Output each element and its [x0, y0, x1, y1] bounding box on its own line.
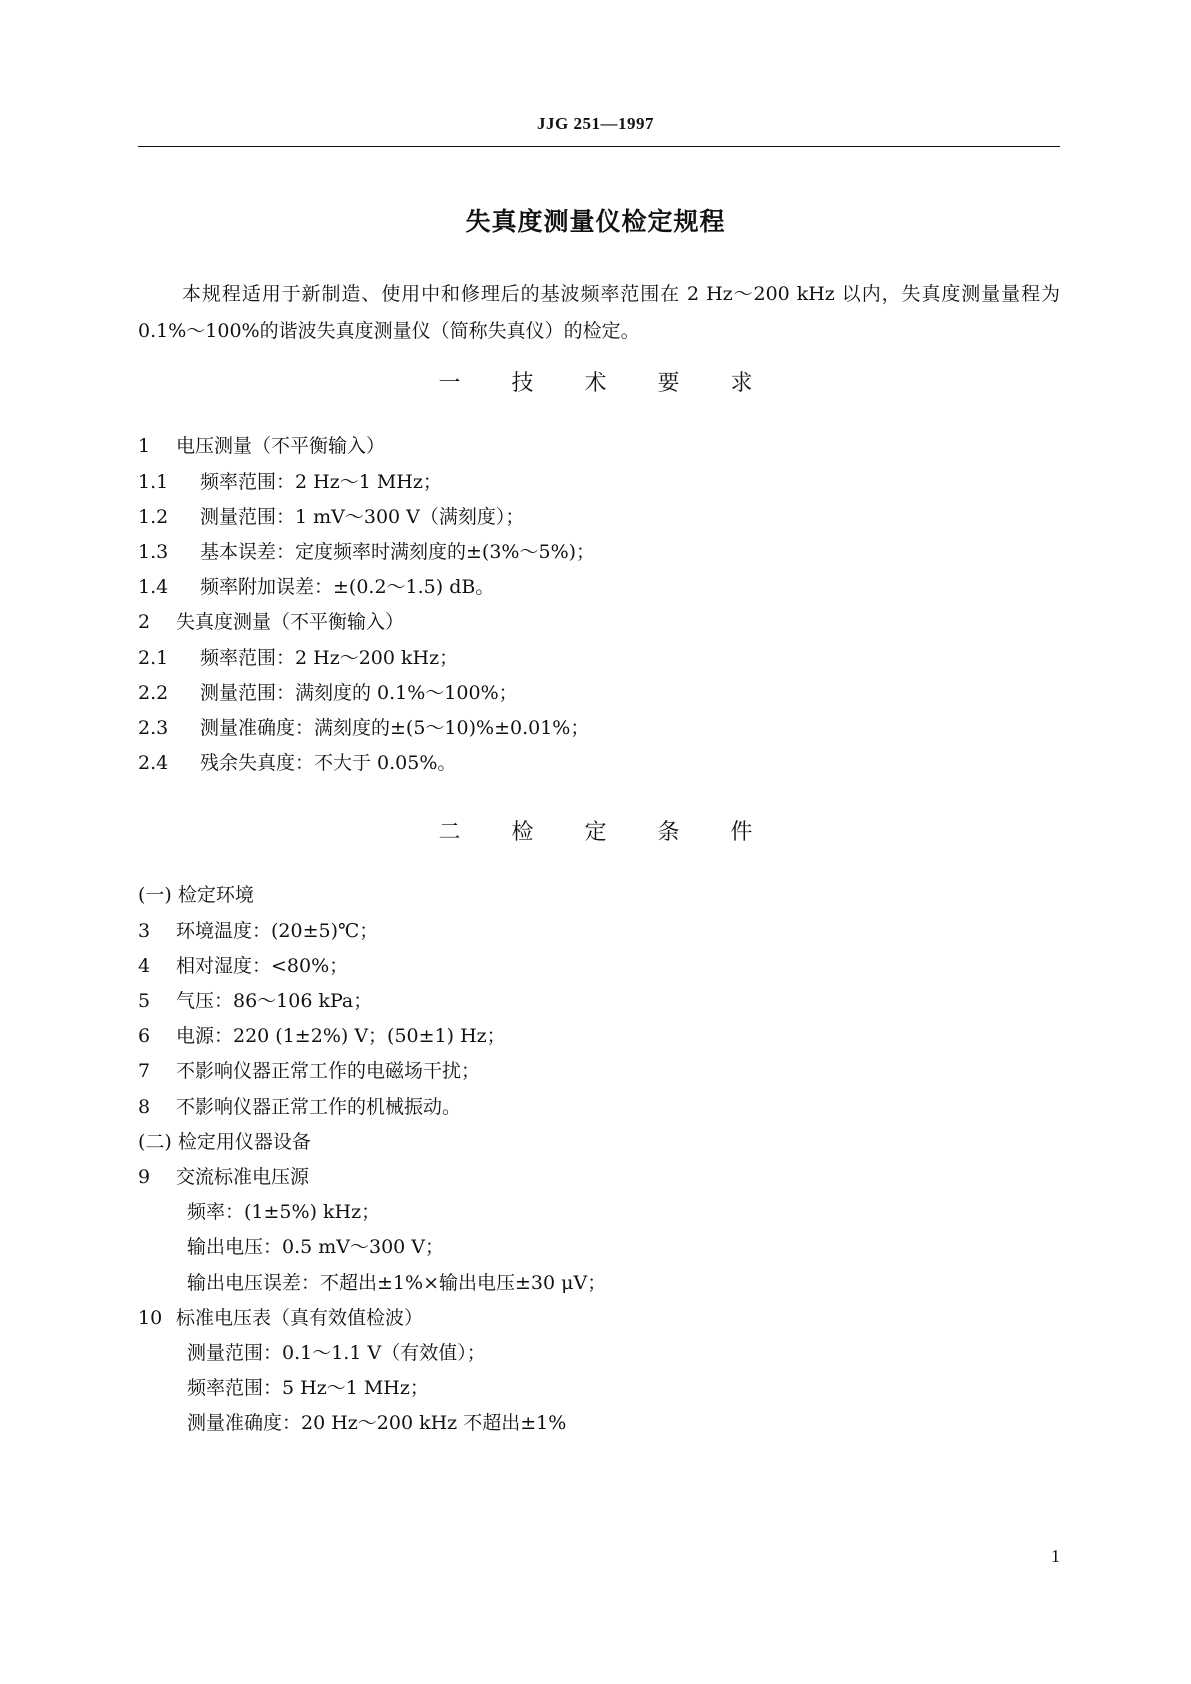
clause-text: 失真度测量（不平衡输入） [176, 611, 405, 633]
clause-10 [138, 1305, 1060, 1331]
clause-text: 频率附加误差：±(0.2～1.5) dB。 [200, 576, 495, 598]
clause-number: 8 [138, 1096, 151, 1118]
clause-number: 2.4 [138, 752, 169, 774]
page-number: 1 [1051, 1546, 1060, 1566]
standard-code: JJG 251—1997 [537, 114, 654, 133]
clause-3 [138, 918, 1060, 944]
clause-1-3 [138, 539, 1060, 565]
clause-text: 输出电压：0.5 mV～300 V； [187, 1236, 445, 1258]
clause-text: 频率范围：5 Hz～1 MHz； [187, 1377, 429, 1399]
clause-text: 测量准确度：20 Hz～200 kHz 不超出±1% [187, 1412, 567, 1434]
subsection-environment [138, 882, 1060, 908]
section-heading-technical-requirements: 一 技 术 要 求 [438, 371, 775, 396]
clause-number: 5 [138, 990, 151, 1012]
clause-number: 1.4 [138, 576, 169, 598]
clause-4 [138, 953, 1060, 979]
clause-text: (一) 检定环境 [138, 884, 254, 906]
section-heading-verification-conditions: 二 检 定 条 件 [438, 820, 775, 845]
clause-2-1 [138, 645, 1060, 671]
clause-number: 2.2 [138, 682, 169, 704]
clause-text: 相对湿度：<80%； [176, 955, 349, 977]
clause-text: 频率：(1±5%) kHz； [187, 1201, 381, 1223]
clause-6 [138, 1023, 1060, 1049]
clause-2-3 [138, 715, 1060, 741]
clause-text: 不影响仪器正常工作的电磁场干扰； [176, 1060, 481, 1082]
clause-1-4 [138, 574, 1060, 600]
clause-number: 1.2 [138, 506, 169, 528]
clause-2 [138, 609, 1060, 635]
clause-number: 7 [138, 1060, 151, 1082]
clause-text: 气压：86～106 kPa； [176, 990, 373, 1012]
clause-number: 6 [138, 1025, 151, 1047]
header-divider [138, 146, 1060, 147]
clause-text: 电源：220 (1±2%) V；(50±1) Hz； [176, 1025, 506, 1047]
clause-10-range [187, 1340, 1109, 1366]
clause-2-2 [138, 680, 1060, 706]
clause-number: 1 [138, 435, 151, 457]
clause-8 [138, 1094, 1060, 1120]
clause-number: 2.3 [138, 717, 169, 739]
clause-number: 10 [138, 1307, 163, 1329]
clause-text: 频率范围：2 Hz～200 kHz； [200, 647, 459, 669]
clause-1 [138, 433, 1060, 459]
clause-5 [138, 988, 1060, 1014]
document-title: 失真度测量仪检定规程 [465, 207, 726, 236]
clause-number: 2.1 [138, 647, 169, 669]
subsection-equipment [138, 1129, 1060, 1155]
clause-text: 测量范围：1 mV～300 V（满刻度）； [200, 506, 525, 528]
clause-text: 环境温度：(20±5)℃； [176, 920, 379, 942]
scope-paragraph: 本规程适用于新制造、使用中和修理后的基波频率范围在 2 Hz～200 kHz 以内，失真度测量量程为 0.1%～100%的谐波失真度测量仪（简称失真仪）的检定。 [138, 283, 1060, 342]
clause-9-output-error [187, 1270, 1109, 1296]
clause-number: 2 [138, 611, 151, 633]
clause-text: 测量范围：0.1～1.1 V（有效值）； [187, 1342, 486, 1364]
clause-1-1 [138, 469, 1060, 495]
clause-9-output-voltage [187, 1234, 1109, 1260]
clause-text: 基本误差：定度频率时满刻度的±(3%～5%)； [200, 541, 596, 563]
clause-text: (二) 检定用仪器设备 [138, 1131, 311, 1153]
clause-text: 交流标准电压源 [176, 1166, 310, 1188]
clause-text: 测量范围：满刻度的 0.1%～100%； [200, 682, 518, 704]
clause-number: 1.1 [138, 471, 169, 493]
clause-number: 1.3 [138, 541, 169, 563]
clause-9 [138, 1164, 1060, 1190]
clause-9-frequency [187, 1199, 1109, 1225]
clause-text: 输出电压误差：不超出±1%×输出电压±30 μV； [187, 1272, 607, 1294]
clause-text: 不影响仪器正常工作的机械振动。 [176, 1096, 462, 1118]
clause-text: 测量准确度：满刻度的±(5～10)%±0.01%； [200, 717, 590, 739]
clause-10-frequency [187, 1375, 1109, 1401]
clause-number: 9 [138, 1166, 151, 1188]
clause-number: 3 [138, 920, 151, 942]
clause-text: 电压测量（不平衡输入） [176, 435, 386, 457]
clause-text: 残余失真度：不大于 0.05%。 [200, 752, 457, 774]
clause-1-2 [138, 504, 1060, 530]
clause-text: 频率范围：2 Hz～1 MHz； [200, 471, 442, 493]
clause-text: 标准电压表（真有效值检波） [176, 1307, 424, 1329]
clause-2-4 [138, 750, 1060, 776]
clause-10-accuracy [187, 1410, 1109, 1436]
clause-number: 4 [138, 955, 151, 977]
clause-7 [138, 1058, 1060, 1084]
